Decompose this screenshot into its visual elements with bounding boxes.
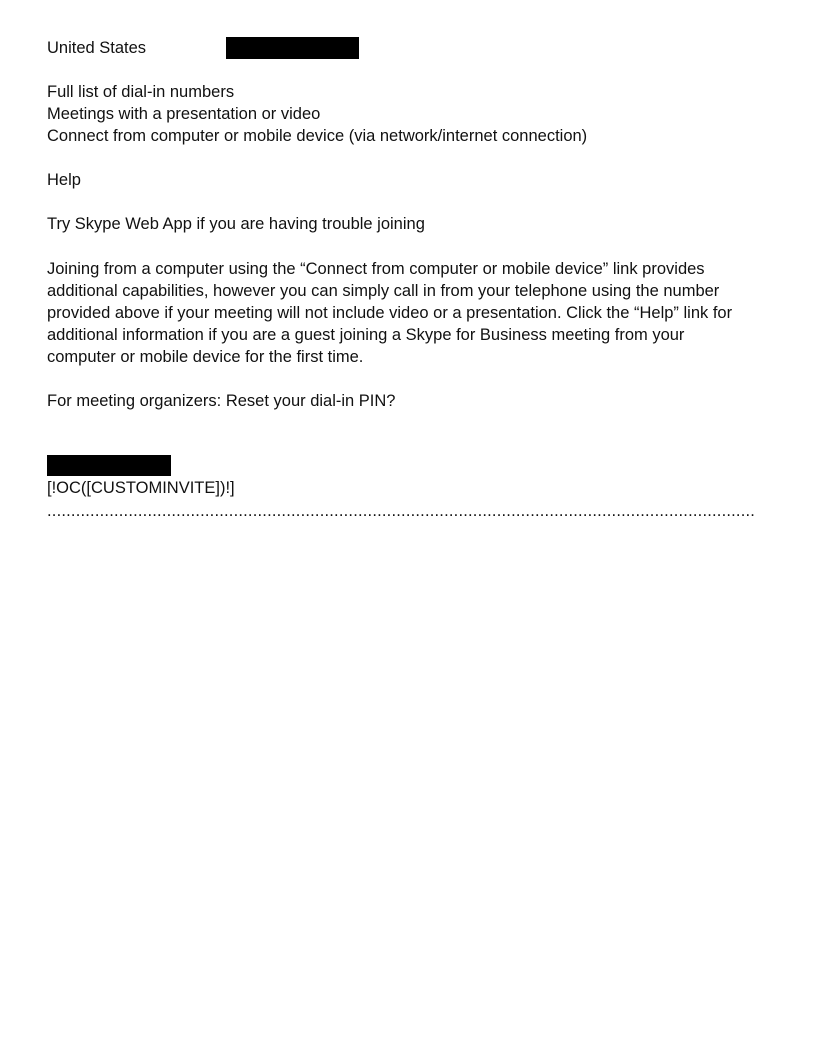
info-paragraph-line: computer or mobile device for the first time.	[47, 348, 364, 366]
meetings-presentation-link[interactable]: Meetings with a presentation or video	[47, 105, 321, 123]
redacted-text	[47, 455, 171, 476]
country-label: United States	[47, 39, 147, 57]
custom-invite-placeholder: [!OC([CUSTOMINVITE])!]	[47, 479, 235, 497]
help-link[interactable]: Help	[47, 171, 81, 189]
info-paragraph-line: additional capabilities, however you can simply call in from your telephone using the number	[47, 282, 720, 300]
connect-computer-link[interactable]: Connect from computer or mobile device (via network/internet connection)	[47, 127, 588, 145]
dial-in-numbers-link[interactable]: Full list of dial-in numbers	[47, 83, 235, 101]
dotted-separator: ....................................................................................................................................................	[47, 502, 756, 520]
redacted-phone-number	[226, 37, 359, 59]
info-paragraph-line: provided above if your meeting will not include video or a presentation. Click the “Help” link for	[47, 304, 733, 322]
info-paragraph-line: Joining from a computer using the “Connect from computer or mobile device” link provides	[47, 260, 705, 278]
reset-pin-link[interactable]: For meeting organizers: Reset your dial-in PIN?	[47, 392, 396, 410]
info-paragraph-line: additional information if you are a guest joining a Skype for Business meeting from your	[47, 326, 685, 344]
skype-web-app-link[interactable]: Try Skype Web App if you are having trouble joining	[47, 215, 425, 233]
